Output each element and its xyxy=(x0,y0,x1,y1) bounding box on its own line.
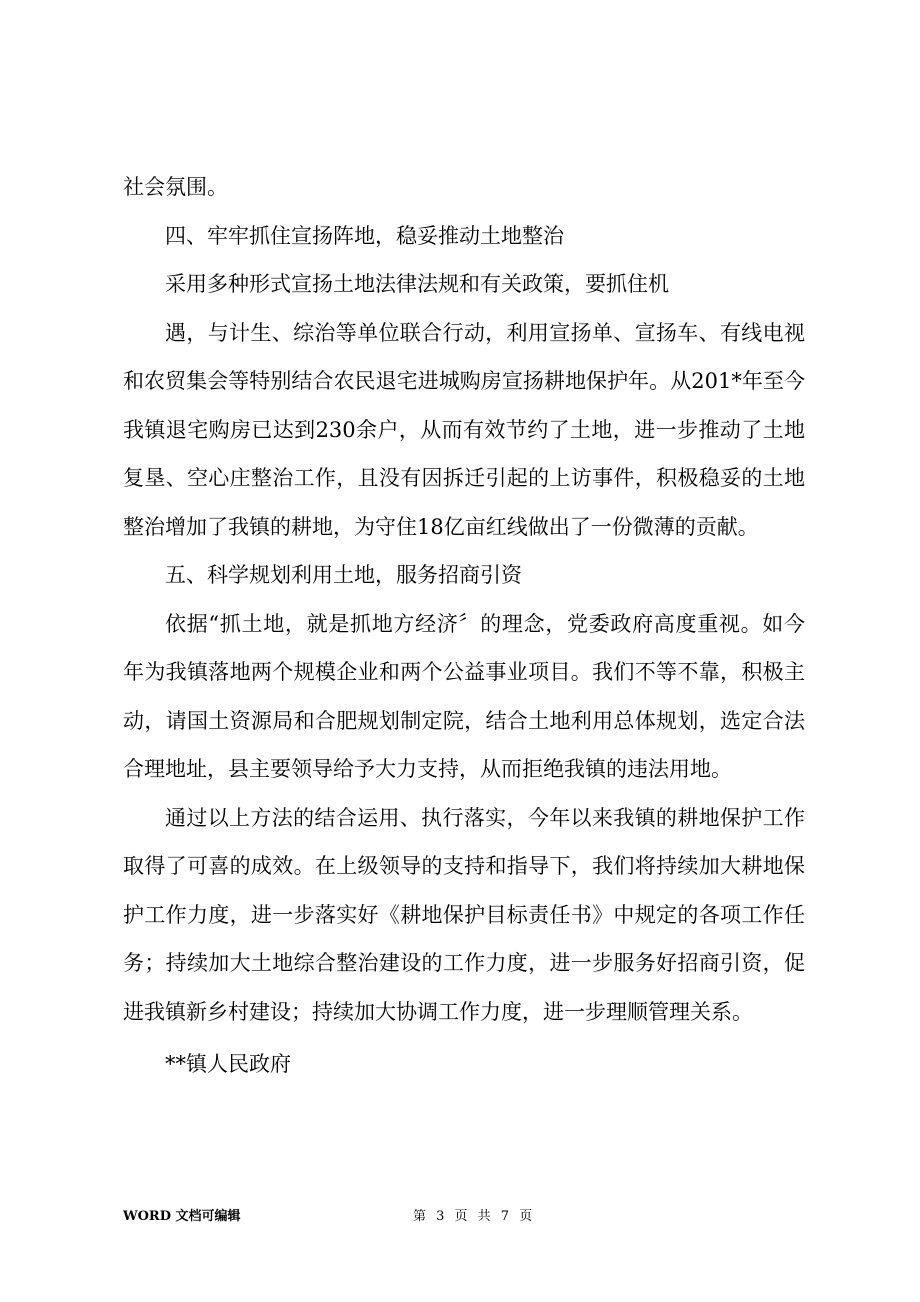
paragraph-closing-fragment: 社会氛围。 xyxy=(123,175,228,199)
footer-editable-label: WORD 文档可编辑 xyxy=(123,1209,241,1224)
section-heading-four: 四、牢牢抓住宣扬阵地，稳妥推动土地整治 xyxy=(165,223,564,248)
signature-line: **镇人民政府 xyxy=(165,1052,291,1076)
document-body xyxy=(123,163,805,1089)
footer-page-number: 第 3 页 共 7 页 xyxy=(413,1209,536,1224)
paragraph-publicity-body: 遇，与计生、综治等单位联合行动，利用宣扬单、宣扬车、有线电视和农贸集会等特别结合农民退宅进城购房宣扬耕地保护年。从201*年至今我镇退宅购房已达到230余户，从而有效节约了土地，进一步推动了土地复垦、空心庄整治工作，且没有因拆迁引起的上访事件，积极稳妥的土地整治增加了我镇的耕地，为守住18亿亩红线做出了一份微薄的贡献。 xyxy=(123,320,805,539)
page-footer xyxy=(123,1206,805,1228)
paragraph-conclusion: 通过以上方法的结合运用、执行落实，今年以来我镇的耕地保护工作取得了可喜的成效。在上级领导的支持和指导下，我们将持续加大耕地保护工作力度，进一步落实好《耕地保护目标责任书》中规定的各项工作任务；持续加大土地综合整治建设的工作力度，进一步服务好招商引资，促进我镇新乡村建设；持续加大协调工作力度，进一步理顺管理关系。 xyxy=(123,805,805,1024)
section-heading-five: 五、科学规划利用土地，服务招商引资 xyxy=(165,563,522,587)
paragraph-land-planning: 依据“抓土地，就是抓地方经济〞的理念，党委政府高度重视。如今年为我镇落地两个规模企业和两个公益事业项目。我们不等不靠，积极主动，请国土资源局和合肥规划制定院，结合土地利用总体规划，选定合法合理地址，县主要领导给予大力支持，从而拒绝我镇的违法用地。 xyxy=(123,611,805,781)
paragraph-publicity-lead: 采用多种形式宣扬土地法律法规和有关政策，要抓住机 xyxy=(165,272,669,296)
